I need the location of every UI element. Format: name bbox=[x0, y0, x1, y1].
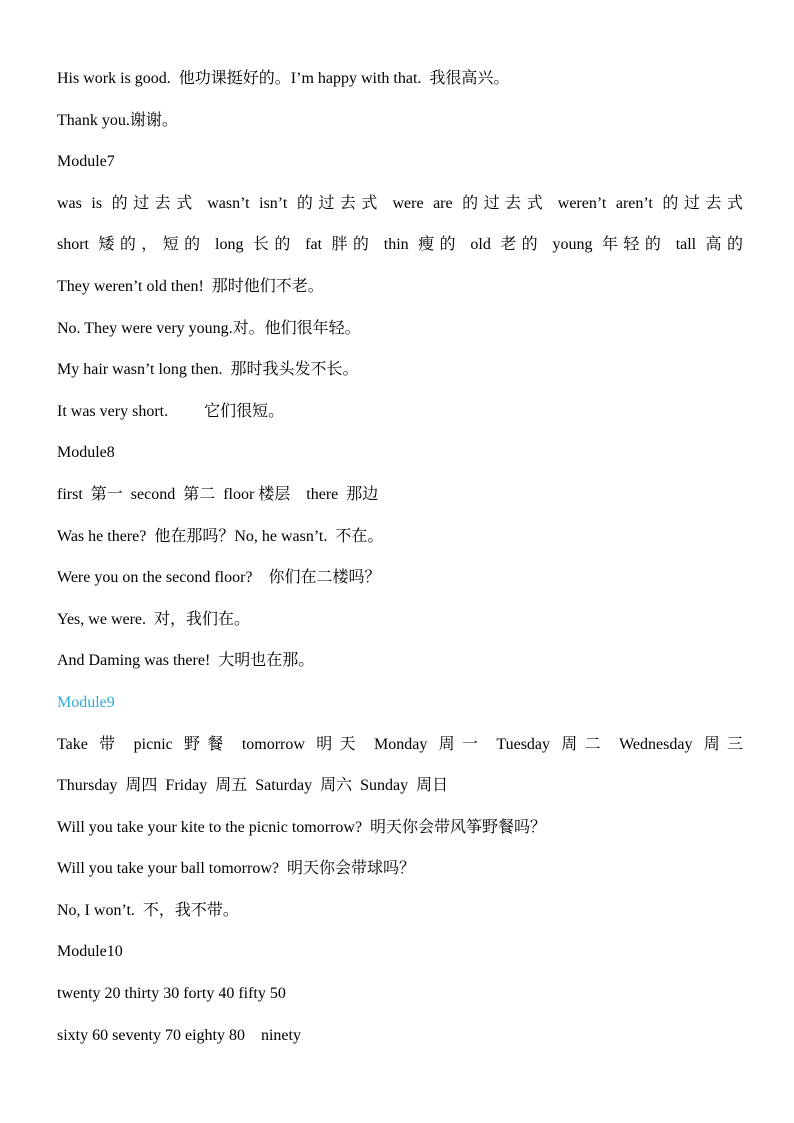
text-line-yes-we-were: Yes, we were. 对，我们在。 bbox=[57, 610, 251, 628]
text-line-very-young: No. They were very young.对。他们很年轻。 bbox=[57, 319, 361, 337]
vocab-line-floor: first 第一 second 第二 floor 楼层 there 那边 bbox=[57, 485, 379, 503]
module10-heading: Module10 bbox=[57, 943, 123, 961]
text-line-thank-you: Thank you.谢谢。 bbox=[57, 111, 178, 129]
document-page bbox=[57, 58, 757, 1056]
module9-heading: Module9 bbox=[57, 693, 115, 711]
text-line-was-he-there: Was he there? 他在那吗？No, he wasn’t. 不在。 bbox=[57, 527, 384, 545]
vocab-line-days-2: Thursday 周四 Friday 周五 Saturday 周六 Sunday 周日 bbox=[57, 777, 449, 795]
module7-heading: Module7 bbox=[57, 153, 115, 171]
text-line-i-wont: No, I won’t. 不，我不带。 bbox=[57, 901, 239, 919]
text-line-very-short: It was very short. 它们很短。 bbox=[57, 402, 285, 420]
vocab-line-days-1: Take 带 picnic 野餐 tomorrow 明天 Monday 周一 Tuesday 周二 Wednesday 周三 bbox=[57, 735, 743, 753]
vocab-line-numbers-2: sixty 60 seventy 70 eighty 80 ninety bbox=[57, 1026, 301, 1044]
vocab-line-numbers-1: twenty 20 thirty 30 forty 40 fifty 50 bbox=[57, 985, 286, 1003]
text-line-take-ball: Will you take your ball tomorrow? 明天你会带球吗？ bbox=[57, 860, 415, 878]
text-line-daming: And Daming was there! 大明也在那。 bbox=[57, 652, 315, 670]
module8-heading: Module8 bbox=[57, 444, 115, 462]
text-line-second-floor: Were you on the second floor? 你们在二楼吗？ bbox=[57, 569, 381, 587]
vocab-line-adjectives: short 矮的，短的 long 长的 fat 胖的 thin 瘦的 old 老的 young 年轻的 tall 高的 bbox=[57, 236, 743, 254]
text-line-hair-long: My hair wasn’t long then. 那时我头发不长。 bbox=[57, 361, 359, 379]
text-line-take-kite: Will you take your kite to the picnic tomorrow? 明天你会带风筝野餐吗？ bbox=[57, 818, 547, 836]
text-line-werent-old: They weren’t old then! 那时他们不老。 bbox=[57, 277, 324, 295]
text-line-his-work: His work is good. 他功课挺好的。I’m happy with that. 我很高兴。 bbox=[57, 70, 510, 87]
vocab-line-past-tense: was is 的过去式 wasn’t isn’t 的过去式 were are 的过去式 weren’t aren’t 的过去式 bbox=[57, 194, 743, 212]
